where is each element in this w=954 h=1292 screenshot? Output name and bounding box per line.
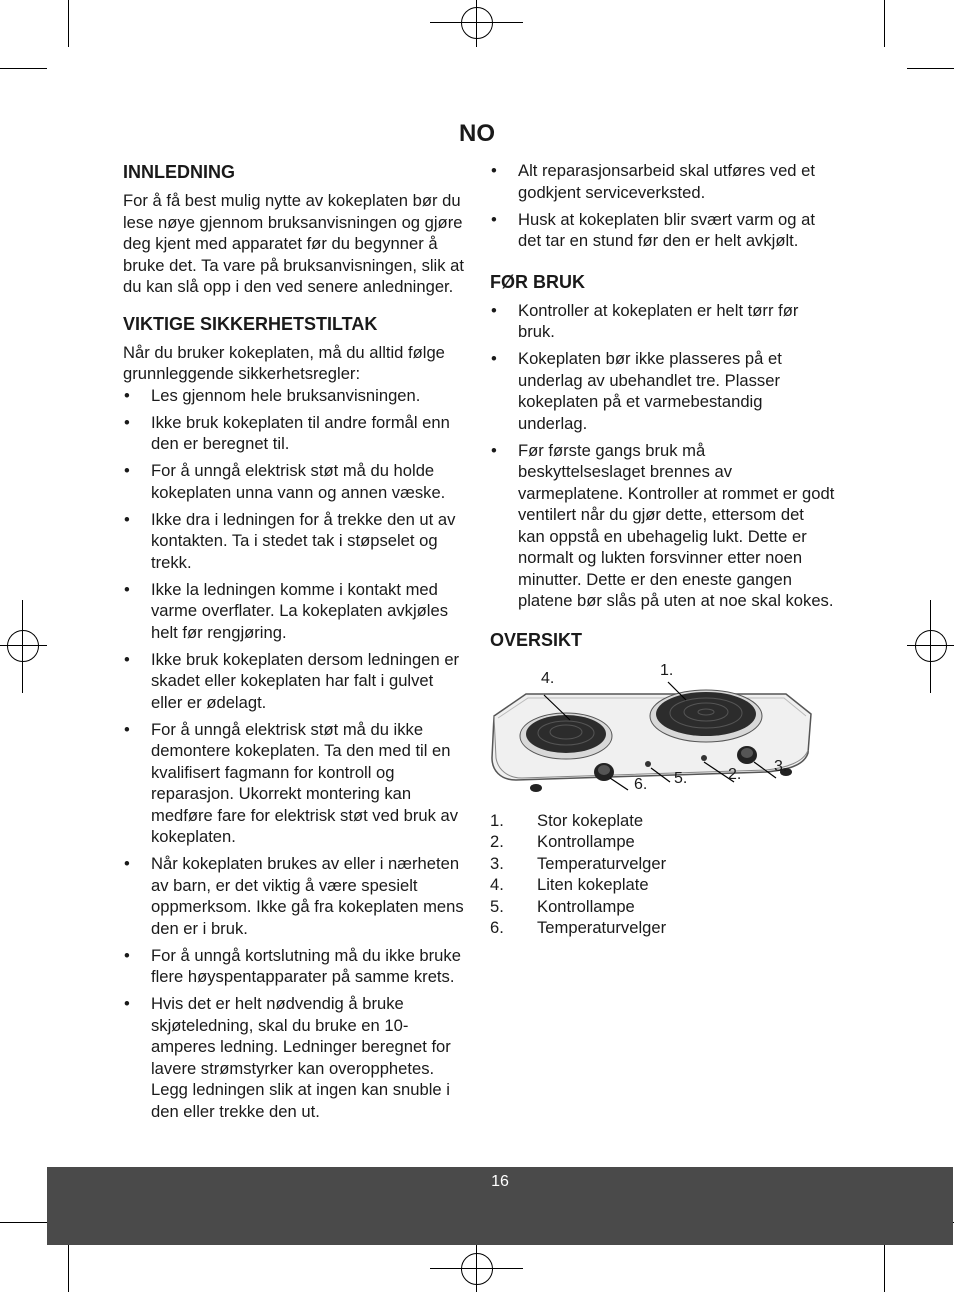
list-item: 2. Kontrollampe (490, 832, 635, 851)
before-use-list (490, 300, 835, 612)
crop-mark (68, 0, 69, 47)
safety-continued (490, 160, 835, 252)
list-item: • Kontroller at kokeplaten er helt tørr før bruk. (490, 300, 835, 343)
list-item: • Kokeplaten bør ikke plasseres på et underlag av ubehandlet tre. Plasser kokeplaten på et varmebestandig underlag. (490, 348, 835, 434)
list-item: • Før første gangs bruk må beskyttelseslaget brennes av varmeplatene. Kontroller at rommet er godt ventilert når du gjør dette, ettersom det kan oppstå en ubehagelig lukt. Dette er normalt og lukten forsvinner etter noen minutter. Dette er den eneste gangen platene bør slås på uten at noe skal kokes. (490, 440, 835, 612)
list-item: 3. Temperaturvelger (490, 853, 667, 873)
crop-mark (68, 1245, 69, 1292)
list-item: • Ikke bruk kokeplaten til andre formål enn den er beregnet til. (123, 412, 468, 455)
right-column (490, 160, 835, 953)
crop-mark (0, 68, 47, 69)
list-item: 4. Liten kokeplate (490, 875, 649, 894)
safety-section (123, 312, 468, 1123)
list-item: • For å unngå elektrisk støt må du ikke demontere kokeplaten. Ta den med til en kvalifisert fagmann for kontroll og reparasjon. Ukorrekt montering kan medføre fare for elektrisk støt ved bruk av kokeplaten. (123, 719, 468, 848)
figure-label-1: 1. (660, 661, 674, 679)
page-number: 16 (491, 1173, 509, 1190)
list-item: 1. Stor kokeplate (490, 810, 644, 830)
figure-label-4: 4. (541, 669, 555, 687)
footer-band (47, 1167, 953, 1245)
figure-label-6: 6. (634, 775, 648, 793)
list-item: • Ikke bruk kokeplaten dersom ledningen er skadet eller kokeplaten har falt i gulvet eller er ødelagt. (123, 649, 468, 714)
figure-label-2: 2. (728, 765, 742, 783)
safety-intro: Når du bruker kokeplaten, må du alltid følge grunnleggende sikkerhetsregler: (123, 342, 445, 383)
list-item: • Les gjennom hele bruksanvisningen. (123, 385, 468, 407)
hotplate-illustration (486, 658, 816, 798)
safety-list-continued (490, 160, 835, 252)
safety-list (123, 385, 468, 1123)
intro-heading: INNLEDNING (123, 162, 235, 182)
list-item: 6. Temperaturvelger (490, 918, 667, 937)
safety-heading: VIKTIGE SIKKERHETSTILTAK (123, 313, 378, 334)
hotplate-figure (486, 658, 816, 798)
list-item: • Husk at kokeplaten blir svært varm og at det tar en stund før den er helt avkjølt. (490, 209, 835, 252)
list-item: • Ikke la ledningen komme i kontakt med varme overflater. La kokeplaten avkjøles helt før rengjøring. (123, 579, 468, 644)
list-item: • Når kokeplaten brukes av eller i nærheten av barn, er det viktig å være spesielt oppmerksom. Ikke gå fra kokeplaten mens den er i bruk. (123, 853, 468, 939)
list-item: • For å unngå elektrisk støt må du holde kokeplaten unna vann og annen væske. (123, 460, 468, 503)
intro-section (123, 160, 468, 298)
list-item: • For å unngå kortslutning må du ikke bruke flere høyspentapparater på samme krets. (123, 945, 468, 988)
figure-label-3: 3. (774, 757, 788, 775)
list-item: • Alt reparasjonsarbeid skal utføres ved et godkjent serviceverksted. (490, 160, 835, 203)
crop-mark (884, 0, 885, 47)
language-code: NO (459, 120, 495, 147)
overview-section (490, 628, 835, 939)
left-column (123, 160, 468, 1136)
list-item: 5. Kontrollampe (490, 896, 635, 916)
intro-body: For å få best mulig nytte av kokeplaten bør du lese nøye gjennom bruksanvisningen og gjøre deg kjent med apparatet før du begynner å bruke det. Ta vare på bruksanvisningen, slik at du kan slå opp i den ved senere anledninger. (123, 191, 464, 296)
parts-list (490, 810, 835, 939)
figure-label-5: 5. (674, 769, 688, 787)
crop-mark (0, 1222, 47, 1223)
list-item: • Ikke dra i ledningen for å trekke den ut av kontakten. Ta i stedet tak i støpselet og trekk. (123, 509, 468, 574)
before-use-section (490, 270, 835, 612)
list-item: • Hvis det er helt nødvendig å bruke skjøteledning, skal du bruke en 10-amperes ledning. Ledninger beregnet for lavere strømstyrker kan overopphetes. Legg ledningen slik at ingen kan snuble i den eller trekke den ut. (123, 993, 468, 1122)
crop-mark (884, 1245, 885, 1292)
overview-heading: OVERSIKT (490, 629, 583, 650)
crop-mark (907, 68, 954, 69)
before-use-heading: FØR BRUK (490, 271, 585, 292)
